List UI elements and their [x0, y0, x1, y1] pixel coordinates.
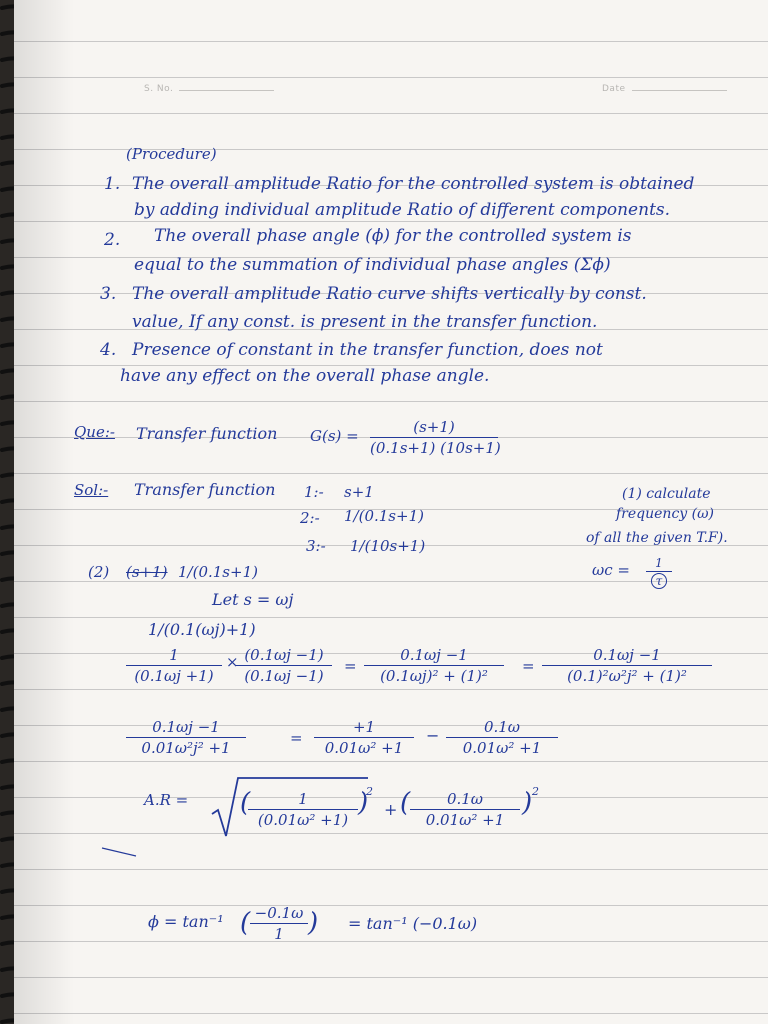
- row2-f2-den: 0.01ω² +1: [324, 739, 404, 757]
- row1-eq-1: =: [344, 657, 357, 675]
- ar-fraction-1: [248, 790, 358, 829]
- row2-eq: =: [290, 729, 303, 747]
- phase-num: −0.1ω: [250, 904, 308, 924]
- step-2-struck: (s+1): [126, 563, 168, 581]
- item-2-line-1: The overall phase angle (ϕ) for the controlled system is: [154, 226, 632, 246]
- item-3-line-2: value, If any const. is present in the transfer function.: [132, 312, 598, 332]
- question-lhs: G(s) =: [310, 427, 359, 445]
- ar-f2-num: 0.1ω: [410, 790, 520, 810]
- item-4-line-2: have any effect on the overall phase angle.: [120, 366, 490, 386]
- ar-f1-num: 1: [248, 790, 358, 810]
- row1-eq-2: =: [522, 657, 535, 675]
- ar-square-1: 2: [366, 785, 373, 798]
- phase-lhs: ϕ = tan⁻¹: [148, 912, 224, 931]
- phase-rhs: = tan⁻¹ (−0.1ω): [348, 914, 478, 933]
- stray-pen-mark: [100, 844, 140, 860]
- side-note-line-2: frequency (ω): [616, 506, 714, 522]
- row1-fraction-2: [236, 646, 332, 685]
- row1-f1-den: (0.1ωj +1): [134, 667, 214, 685]
- term-1-index: 1:-: [304, 483, 324, 501]
- step-2-expr: 1/(0.1s+1): [178, 563, 258, 581]
- item-1-line-2: by adding individual amplitude Ratio of different components.: [134, 200, 671, 220]
- item-1-line-1: The overall amplitude Ratio for the controlled system is obtained: [132, 174, 695, 194]
- row1-f4-num: 0.1ωj −1: [542, 646, 712, 666]
- row1-f2-den: (0.1ωj −1): [244, 667, 324, 685]
- ar-plus: +: [384, 800, 398, 819]
- ar-square-2: 2: [532, 785, 539, 798]
- item-3-number: 3.: [100, 284, 117, 304]
- row2-f3-num: 0.1ω: [446, 718, 558, 738]
- solution-text: Transfer function: [134, 480, 276, 499]
- date-field: [602, 84, 727, 94]
- row2-fraction-1: [126, 718, 246, 757]
- ar-f1-den: (0.01ω² +1): [257, 811, 349, 829]
- item-4-line-1: Presence of constant in the transfer function, does not: [132, 340, 603, 360]
- solution-label: Sol:-: [74, 481, 109, 499]
- ar-fraction-2: [410, 790, 520, 829]
- item-4-number: 4.: [100, 340, 117, 360]
- term-3-expr: 1/(10s+1): [350, 537, 426, 555]
- item-2-number: 2.: [104, 230, 121, 250]
- notebook-page: S. No. Date (Procedure) 1. The overall amplitude Ratio for the controlled system is obtained by adding individual amplitude Ratio of different components. 2. The overall phase angle (ϕ) for the controlled system is equal to the summation of individual phase angles (Σϕ) 3. The overall amplitude Ratio curve shifts vertically by const. value, If any const. is present in the transfer function. 4. Presence of constant in the transfer function, does not have any effect on the overall phase angle. Que:- Transfer function G(s) = $\frac{(s+1)}{(0.1s+1) (10s+1)}$ Sol:- Transfer function 1:- s+1 2:- 1/(0.1s+1) 3:- 1/(10s+1) (1) calculate frequency (ω) of all the given T.F). ωc = $\frac{1}{\tau}$ (2) (s+1) 1/(0.1s+1) Let s = ωj 1/(0.1(ωj)+1) $\frac{1}{(0.1\omega j +1)}$ × $\frac{(0.1\omega j -1)}{(0.1\omega j -1)}$ = $\frac{0.1\omega j -1}{\text{(0.1ωj)² + (1)²}}$ = $\frac{0.1\omega j -1}{\text{(0.1)²ω²j² + (1)²}}$ $\frac{0.1\omega j -1}{\text{0.01ω²j² +1}}$ = $\frac{+1}{\text{0.01ω² +1}}$ − $\frac{0.1\omega}{\text{0.01ω² +1}}$ A.R = ( $\frac{1}{\text{(0.01ω² +1)}}$ ) 2 + ( $\frac{0.1\omega}{\text{0.01ω² +1}}$ ) 2 ϕ = tan⁻¹ ( $\frac{-0.1\omega}{1}$ ) = tan⁻¹ (−0.1ω): [14, 0, 768, 1024]
- question-numerator: (s+1): [370, 418, 498, 438]
- phase-den: 1: [274, 925, 284, 943]
- row2-fraction-2: [314, 718, 414, 757]
- row2-minus: −: [426, 726, 440, 745]
- row2-f3-den: 0.01ω² +1: [462, 739, 542, 757]
- row2-f1-den: 0.01ω²j² +1: [141, 739, 231, 757]
- row1-fraction-4: [542, 646, 712, 685]
- procedure-heading: (Procedure): [126, 145, 217, 163]
- row1-f3-num: 0.1ωj −1: [364, 646, 504, 666]
- row2-f1-num: 0.1ωj −1: [126, 718, 246, 738]
- sno-label: S. No.: [144, 84, 174, 94]
- question-fraction: [370, 418, 501, 457]
- question-denominator: (0.1s+1) (10s+1): [370, 439, 501, 457]
- side-note-line-3: of all the given T.F).: [586, 530, 728, 546]
- row1-f2-num: (0.1ωj −1): [236, 646, 332, 666]
- corner-frequency-num: 1: [646, 556, 672, 572]
- term-2-index: 2:-: [300, 509, 320, 527]
- question-label: Que:-: [74, 423, 115, 441]
- item-3-line-1: The overall amplitude Ratio curve shifts vertically by const.: [132, 284, 647, 304]
- term-3-index: 3:-: [306, 537, 326, 555]
- row1-fraction-1: [126, 646, 222, 685]
- question-text: Transfer function: [136, 424, 278, 443]
- row1-times: ×: [226, 653, 239, 671]
- date-label: Date: [602, 84, 626, 94]
- sno-field: [144, 84, 274, 94]
- row2-fraction-3: [446, 718, 558, 757]
- ar-f2-den: 0.01ω² +1: [425, 811, 505, 829]
- step-2-label: (2): [88, 563, 110, 581]
- term-1-expr: s+1: [344, 483, 374, 501]
- row1-fraction-3: [364, 646, 504, 685]
- item-2-line-2: equal to the summation of individual phase angles (Σϕ): [134, 255, 611, 275]
- row1-f4-den: (0.1)²ω²j² + (1)²: [567, 667, 687, 685]
- row1-f3-den: (0.1ωj)² + (1)²: [380, 667, 488, 685]
- corner-frequency-tau: τ: [651, 573, 668, 589]
- corner-frequency-label: ωc =: [592, 561, 630, 579]
- substitution-line: 1/(0.1(ωj)+1): [148, 620, 256, 639]
- term-2-expr: 1/(0.1s+1): [344, 507, 424, 525]
- ar-label: A.R =: [144, 791, 189, 809]
- corner-frequency-fraction: [646, 556, 672, 589]
- row1-f1-num: 1: [126, 646, 222, 666]
- phase-fraction: [250, 904, 308, 943]
- let-line: Let s = ωj: [212, 590, 294, 609]
- row2-f2-num: +1: [314, 718, 414, 738]
- item-1-number: 1.: [104, 174, 121, 194]
- side-note-line-1: (1) calculate: [622, 486, 711, 502]
